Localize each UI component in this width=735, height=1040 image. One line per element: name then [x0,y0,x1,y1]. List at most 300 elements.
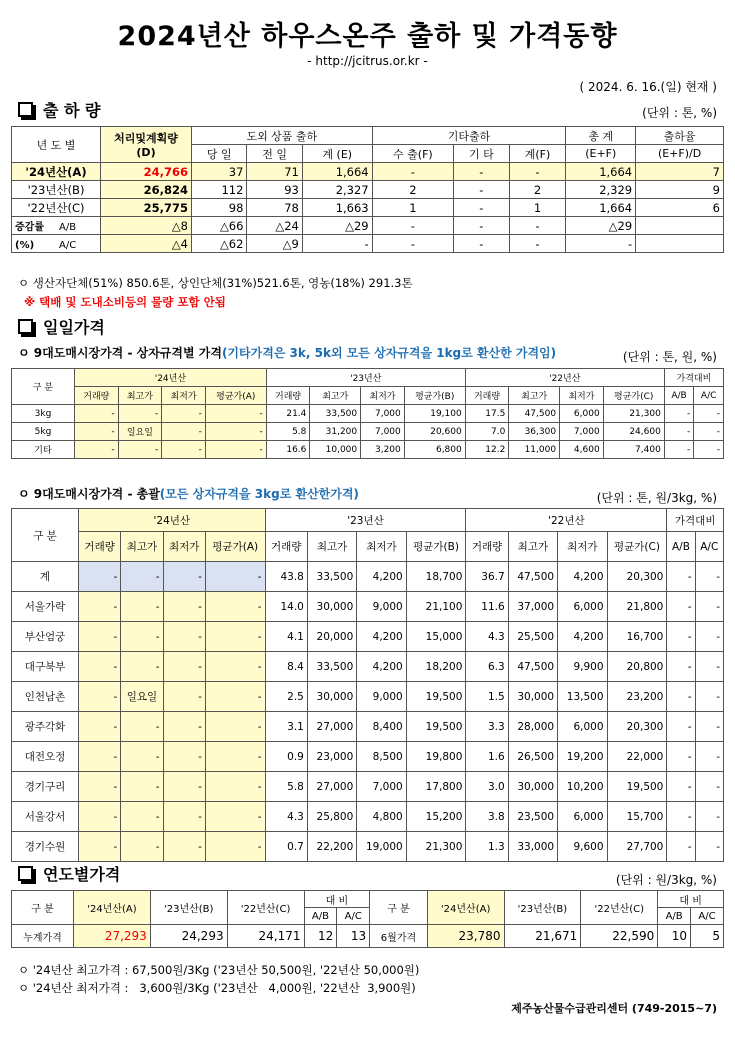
table-cell: - [566,235,636,253]
table-row [12,199,724,217]
header-other: 기타출하 [372,127,566,145]
yearly-price-table: 구 분 '24년산(A) '23년산(B) '22년산(C) 대 비 구 분 '24년산(A) '23년산(B) '22년산(C) 대 비 A/B A/C A/B A/C 누계가격 27,293 24,293 24,171 12 13 6월가격 23,780 21,671 22,590 10 5 [11,890,724,948]
table-cell: 19,500 [406,682,466,712]
row-label: 계 [12,562,79,592]
table-cell: - [162,441,206,459]
table-cell: - [205,742,265,772]
table-cell: 19,000 [357,832,406,862]
table-cell: 18,200 [406,652,466,682]
table-cell: - [205,832,265,862]
table-cell: 23,200 [607,682,667,712]
table-cell: - [79,652,121,682]
page-title: 2024년산 하우스온주 출하 및 가격동향 [117,21,618,52]
table-cell: - [163,562,205,592]
table-cell: 15,200 [406,802,466,832]
table-cell: - [372,235,454,253]
shipment-warning: ※ 택배 및 도내소비등의 물량 포함 안됨 [24,295,226,309]
table-cell: - [372,217,454,235]
table-cell: - [75,405,119,423]
yearly-note-min: ㅇ '24년산 최저가격 : 3,600원/3Kg ('23년산 4,000원, '22년산 3,900원) [18,981,416,995]
header-year: 년 도 별 [12,127,101,163]
table-cell: 30,000 [307,682,356,712]
table-cell: 7 [636,163,724,181]
table-cell: 9,900 [558,652,607,682]
table-cell: 일요일 [121,682,163,712]
header-sum-f: 계(F) [509,145,566,163]
table-cell: 78 [247,199,302,217]
header-rate: 출하율 [636,127,724,145]
table-cell: 7.0 [465,423,509,441]
table-cell: 6,800 [404,441,465,459]
table-cell: 9,600 [558,832,607,862]
table-cell: 2 [372,181,454,199]
section-daily-heading [18,315,105,338]
row-label: 증감률 A/B [12,217,101,235]
table-cell: 4,200 [357,652,406,682]
table-cell: - [694,405,724,423]
table-cell: 27,000 [307,772,356,802]
table-cell: - [79,622,121,652]
table-cell: - [79,802,121,832]
daily-sub1: ㅇ 9대도매시장가격 - 상자규격별 가격(기타가격은 3k, 5k외 모든 상자규격을 1kg로 환산한 가격임) [18,346,557,360]
header-cmp: 가격대비 [664,369,723,387]
daily-unit1: (단위 : 톤, 원, %) [622,350,717,364]
table-cell: - [454,199,509,217]
row-label: '23년산(B) [12,181,101,199]
table-cell: - [163,712,205,742]
table-cell: 28,000 [508,712,557,742]
table-cell: - [664,423,693,441]
table-cell: 98 [192,199,247,217]
table-cell: - [695,802,723,832]
table-cell: 0.7 [265,832,307,862]
row-label: 인천남촌 [12,682,79,712]
table-cell: - [118,405,162,423]
table-cell: - [121,802,163,832]
table-cell: △62 [192,235,247,253]
table-cell: - [79,772,121,802]
table-cell: 7,000 [560,423,604,441]
table-cell: - [163,772,205,802]
table-cell: 20,300 [607,712,667,742]
table-cell: - [454,181,509,199]
row-label: 경기구리 [12,772,79,802]
table-cell: - [509,235,566,253]
table-cell: - [695,562,723,592]
table-cell: - [79,712,121,742]
table-cell: 33,500 [307,562,356,592]
table-cell: 6.3 [466,652,508,682]
table-cell: - [454,163,509,181]
row-label: 대구북부 [12,652,79,682]
daily-sub2: ㅇ 9대도매시장가격 - 총괄(모든 상자규격을 3kg로 환산한가격) [18,487,359,501]
header-prev: 전 일 [247,145,302,163]
table-cell: - [118,441,162,459]
section-yearly-heading [18,862,120,885]
table-cell: - [121,622,163,652]
market-price-table: 구 분 '24년산 '23년산 '22년산 가격대비 거래량 최고가 최저가 평균가(A) 거래량 최고가 최저가 평균가(B) 거래량 최고가 최저가 평균가(C) A/B A/C 계 - - - - 43.8 33,500 4,200 18,700 36.7 47,500 4,200 20,300 - - 서울가락 - - - - 14.0 30,000 9,000 21,100 11.6 37,000 6,000 21,800 - - 부산엄궁 - - - - 4.1 20,000 4,200 15,000 4.3 25,500 4,200 16,700 - - 대구북부 - - - - 8.4 33,500 4,200 18,200 6.3 47,500 9,900 20,800 - - 인천남촌 - 일요일 - - 2.5 30,000 9,000 19,500 1.5 30,000 13,500 23,200 - - 광주각화 - - - - 3.1 27,000 8,400 19,500 3.3 28,000 6,000 20,300 - - 대전오정 - - - - 0.9 23,000 8,500 19,800 1.6 26,500 19,200 22,000 - - 경기구리 - - - - 5.8 27,000 7,000 17,800 3.0 30,000 10,200 19,500 - - 서울강서 - - - - 4.3 25,800 4,800 15,200 3.8 23,500 6,000 15,700 - - 경기수원 - - - - 0.7 22,200 19,000 21,300 1.3 33,000 9,600 27,700 - - [11,508,724,862]
table-row [12,592,724,622]
table-cell: - [205,652,265,682]
table-cell: △8 [101,217,192,235]
table-cell: - [205,423,266,441]
table-cell: - [695,832,723,862]
table-cell: - [667,562,695,592]
table-cell: 8,500 [357,742,406,772]
table-cell: 43.8 [265,562,307,592]
table-cell: - [121,652,163,682]
table-cell: △24 [247,217,302,235]
table-cell: 10,000 [310,441,361,459]
checkbox-icon [18,319,33,334]
table-cell: 2,329 [566,181,636,199]
table-cell: 24,766 [101,163,192,181]
table-cell: 33,000 [508,832,557,862]
table-cell: 7,000 [361,405,405,423]
table-cell: 22,200 [307,832,356,862]
table-cell: 17,800 [406,772,466,802]
table-cell: 3.0 [466,772,508,802]
table-cell: 1,664 [566,199,636,217]
table-cell: 3,200 [361,441,405,459]
table-cell: - [121,772,163,802]
table-cell: - [695,682,723,712]
table-cell: 일요일 [118,423,162,441]
table-cell: 20,000 [307,622,356,652]
row-label: '24년산(A) [12,163,101,181]
shipment-unit: (단위 : 톤, %) [642,106,717,120]
table-cell: 4,200 [357,622,406,652]
table-cell: - [509,163,566,181]
table-cell: 25,800 [307,802,356,832]
table-cell: 20,600 [404,423,465,441]
table-cell: 21,300 [406,832,466,862]
row-label: 5kg [12,423,75,441]
table-cell: - [205,622,265,652]
table-cell: 16,700 [607,622,667,652]
row-label: 부산엄궁 [12,622,79,652]
table-cell: 33,500 [310,405,361,423]
table-cell: 4,800 [357,802,406,832]
table-cell: 37,000 [508,592,557,622]
table-cell: - [163,742,205,772]
table-cell: - [667,622,695,652]
table-cell: 10,200 [558,772,607,802]
table-cell: - [75,423,119,441]
header-y24: '24년산 [75,369,267,387]
table-cell: 4.1 [265,622,307,652]
header-gubun: 구 분 [12,369,75,405]
table-cell: 4.3 [265,802,307,832]
row-label: 경기수원 [12,832,79,862]
table-cell: - [205,441,266,459]
table-cell: 47,500 [508,652,557,682]
header-total-ef: (E+F) [566,145,636,163]
table-row [12,405,724,423]
table-cell: - [667,652,695,682]
table-cell [636,235,724,253]
table-cell: - [509,217,566,235]
table-cell: △29 [566,217,636,235]
header-y22: '22년산 [465,369,664,387]
table-cell: 8.4 [265,652,307,682]
table-cell: - [163,622,205,652]
table-row [12,441,724,459]
table-cell: 6,000 [558,802,607,832]
table-cell: - [667,802,695,832]
table-cell: - [205,802,265,832]
table-cell: 6 [636,199,724,217]
table-cell: 24,600 [603,423,664,441]
table-cell: 15,700 [607,802,667,832]
table-cell: 7,400 [603,441,664,459]
table-row [12,682,724,712]
checkbox-icon [18,866,33,881]
table-cell: - [163,682,205,712]
table-cell: 112 [192,181,247,199]
table-cell: - [79,832,121,862]
table-row [12,652,724,682]
table-cell: 11.6 [466,592,508,622]
table-row [12,235,724,253]
header-today: 당 일 [192,145,247,163]
table-cell: 47,500 [508,562,557,592]
table-cell: 5.8 [266,423,310,441]
table-cell: 27,700 [607,832,667,862]
table-cell: 1,664 [566,163,636,181]
table-cell: 8,400 [357,712,406,742]
table-row [12,742,724,772]
table-cell: - [162,405,206,423]
table-row [12,622,724,652]
table-cell: - [121,592,163,622]
table-cell: - [695,742,723,772]
table-cell: 5.8 [265,772,307,802]
table-cell: 4.3 [466,622,508,652]
footer-org: 제주농산물수급관리센터 (749-2015~7) [511,1002,717,1015]
table-cell: 22,000 [607,742,667,772]
table-cell: 30,000 [508,682,557,712]
table-cell: 93 [247,181,302,199]
row-label: 기타 [12,441,75,459]
table-cell: - [121,562,163,592]
table-cell: 15,000 [406,622,466,652]
table-cell: 1.5 [466,682,508,712]
table-cell: 14.0 [265,592,307,622]
table-cell: - [694,423,724,441]
table-cell: - [454,217,509,235]
table-cell: 19,100 [404,405,465,423]
table-cell: - [163,832,205,862]
table-cell: - [205,682,265,712]
table-cell: - [454,235,509,253]
table-row: 누계가격 27,293 24,293 24,171 12 13 6월가격 23,780 21,671 22,590 10 5 [12,925,724,948]
box-price-table: 구 분 '24년산 '23년산 '22년산 가격대비 거래량 최고가 최저가 평균가(A) 거래량 최고가 최저가 평균가(B) 거래량 최고가 최저가 평균가(C) A/B A/C 3kg - - - - 21.4 33,500 7,000 19,100 17.5 47,500 6,000 21,300 - - 5kg - 일요일 - - 5.8 31,200 7,000 20,600 7.0 36,300 7,000 24,600 - - 기타 - - - - 16.6 10,000 3,200 6,800 12.2 11,000 4,600 7,400 - - [11,368,724,459]
row-label: 대전오정 [12,742,79,772]
table-cell: - [205,772,265,802]
table-cell: - [79,742,121,772]
yearly-note-max: ㅇ '24년산 최고가격 : 67,500원/3Kg ('23년산 50,500원, '22년산 50,000원) [18,963,420,977]
table-cell: 30,000 [508,772,557,802]
table-cell: 1.6 [466,742,508,772]
table-cell: - [667,832,695,862]
section-title: 출 하 량 [43,101,101,120]
table-cell: 1.3 [466,832,508,862]
row-label: 광주각화 [12,712,79,742]
table-cell: 30,000 [307,592,356,622]
table-cell: - [205,712,265,742]
table-cell: - [695,772,723,802]
table-cell: - [121,742,163,772]
table-cell: 21,800 [607,592,667,622]
table-cell: - [302,235,372,253]
yearly-unit: (단위 : 원/3kg, %) [615,873,717,887]
table-row [12,217,724,235]
table-cell: 11,000 [509,441,560,459]
table-cell: 0.9 [265,742,307,772]
table-cell: 71 [247,163,302,181]
table-cell: △29 [302,217,372,235]
table-cell: 36.7 [466,562,508,592]
table-cell: 3.1 [265,712,307,742]
shipment-table [11,126,724,253]
table-cell: - [694,441,724,459]
table-row [12,772,724,802]
table-cell: - [667,592,695,622]
section-shipment-heading [18,98,101,121]
table-cell: - [79,562,121,592]
table-cell: 37 [192,163,247,181]
table-cell: 2,327 [302,181,372,199]
table-cell: 2.5 [265,682,307,712]
header-processed: 처리및계획량 (D) [101,127,192,163]
table-cell: - [162,423,206,441]
table-row [12,423,724,441]
table-cell: 4,200 [357,562,406,592]
table-cell: 6,000 [558,592,607,622]
table-cell [636,217,724,235]
table-cell: - [667,712,695,742]
table-cell: 25,500 [508,622,557,652]
table-cell: 7,000 [357,772,406,802]
table-cell: 1,664 [302,163,372,181]
table-cell: - [695,712,723,742]
table-cell: - [695,652,723,682]
table-cell: 21,100 [406,592,466,622]
table-cell: 31,200 [310,423,361,441]
table-cell: - [205,405,266,423]
table-cell: 26,824 [101,181,192,199]
table-cell: 20,300 [607,562,667,592]
table-row [12,712,724,742]
table-row [12,802,724,832]
table-cell: 9,000 [357,592,406,622]
header-etc: 기 타 [454,145,509,163]
table-cell: 19,800 [406,742,466,772]
table-cell: 23,000 [307,742,356,772]
table-cell: 1,663 [302,199,372,217]
table-cell: 9,000 [357,682,406,712]
table-cell: 18,700 [406,562,466,592]
table-cell: 7,000 [361,423,405,441]
shipment-note: ㅇ 생산자단체(51%) 850.6톤, 상인단체(31%)521.6톤, 영농(18%) 291.3톤 [18,276,413,290]
row-label: 3kg [12,405,75,423]
table-cell: 4,200 [558,622,607,652]
table-cell: 20,800 [607,652,667,682]
header-rate-f: (E+F)/D [636,145,724,163]
table-cell: - [205,562,265,592]
table-row [12,163,724,181]
table-cell: 21.4 [266,405,310,423]
table-cell: 13,500 [558,682,607,712]
table-cell: - [163,802,205,832]
table-cell: - [163,652,205,682]
row-label: '22년산(C) [12,199,101,217]
table-cell: 12.2 [465,441,509,459]
table-cell: 1 [372,199,454,217]
table-cell: 6,000 [560,405,604,423]
table-cell: 6,000 [558,712,607,742]
table-row [12,832,724,862]
table-cell: - [121,832,163,862]
table-row [12,562,724,592]
row-label: 서울강서 [12,802,79,832]
table-cell: △9 [247,235,302,253]
table-cell: - [205,592,265,622]
table-row [12,181,724,199]
table-cell: 3.3 [466,712,508,742]
section-title: 연도별가격 [43,865,121,884]
table-cell: 3.8 [466,802,508,832]
header-y23: '23년산 [266,369,465,387]
table-cell: △4 [101,235,192,253]
header-sum-e: 계 (E) [302,145,372,163]
table-cell: - [121,712,163,742]
row-label: 서울가락 [12,592,79,622]
table-cell: 27,000 [307,712,356,742]
table-cell: 9 [636,181,724,199]
table-cell: △66 [192,217,247,235]
table-cell: - [667,742,695,772]
table-cell: - [667,682,695,712]
table-cell: 19,500 [406,712,466,742]
table-cell: - [664,405,693,423]
table-cell: 4,200 [558,562,607,592]
table-cell: 4,600 [560,441,604,459]
table-cell: 26,500 [508,742,557,772]
table-cell: 25,775 [101,199,192,217]
checkbox-icon [18,102,33,117]
table-cell: - [79,682,121,712]
table-cell: 2 [509,181,566,199]
daily-unit2: (단위 : 톤, 원/3kg, %) [596,491,717,505]
report-date: ( 2024. 6. 16.(일) 현재 ) [579,80,717,94]
table-cell: 16.6 [266,441,310,459]
table-cell: - [695,622,723,652]
table-cell: 17.5 [465,405,509,423]
table-cell: 1 [509,199,566,217]
table-cell: 19,500 [607,772,667,802]
table-cell: 21,300 [603,405,664,423]
table-cell: 47,500 [509,405,560,423]
table-cell: - [75,441,119,459]
header-export: 수 출(F) [372,145,454,163]
table-cell: 36,300 [509,423,560,441]
header-total: 총 계 [566,127,636,145]
table-cell: 33,500 [307,652,356,682]
row-label: (%) A/C [12,235,101,253]
section-title: 일일가격 [43,318,105,337]
